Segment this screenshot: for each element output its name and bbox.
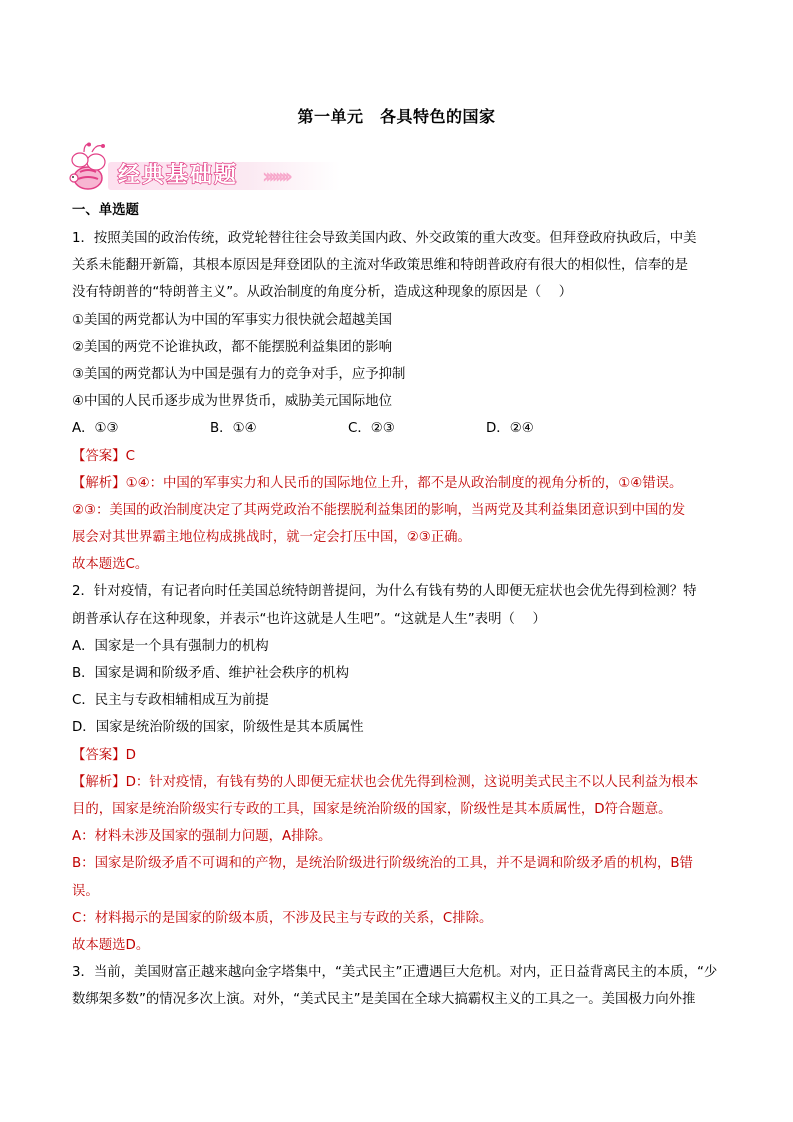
analysis-text: ①④：中国的军事实力和人民币的国际地位上升，都不是从政治制度的视角分析的，①④错误。 [125, 475, 683, 491]
q1-conclusion: 故本题选C。 [72, 557, 149, 573]
q2-stem-line: 朗普承认存在这种现象，并表示“也许这就是人生吧”。“这就是人生”表明（ ） [72, 611, 546, 627]
q1-option-b: B．①④ [210, 421, 257, 437]
answer-value: C [125, 448, 135, 464]
q2-analysis-line: B：国家是阶级矛盾不可调和的产物，是统治阶级进行阶级统治的工具，并不是调和阶级矛盾的机构，B错 [72, 856, 693, 872]
q2-stem-line: 2．针对疫情，有记者向时任美国总统特朗普提问，为什么有钱有势的人即便无症状也会优先得到检测？特 [72, 584, 697, 600]
q1-item: ③美国的两党都认为中国是强有力的竞争对手，应予抑制 [72, 366, 406, 382]
q2-analysis-line: C：材料揭示的是国家的阶级本质，不涉及民主与专政的关系，C排除。 [72, 910, 493, 926]
analysis-text: D：针对疫情，有钱有势的人即便无症状也会优先得到检测，这说明美式民主不以人民利益为根本 [125, 774, 699, 790]
answer-value: D [125, 747, 136, 763]
q1-stem-line: 1．按照美国的政治传统，政党轮替往往会导致美国内政、外交政策的重大改变。但拜登政府执政后，中美 [72, 231, 697, 246]
q1-item: ②美国的两党不论谁执政，都不能摆脱利益集团的影响 [72, 339, 392, 355]
q2-analysis-line: 误。 [72, 883, 99, 899]
q2-analysis-line: 目的，国家是统治阶级实行专政的工具，国家是统治阶级的国家，阶级性是其本质属性，D符合题意。 [72, 801, 672, 817]
answer-tag: 【答案】 [72, 747, 126, 763]
q2-conclusion: 故本题选D。 [72, 937, 150, 953]
q2-option-a: A．国家是一个具有强制力的机构 [72, 638, 269, 654]
q1-options [72, 415, 724, 442]
q1-item: ④中国的人民币逐步成为世界货币，威胁美元国际地位 [72, 394, 392, 410]
q1-option-c: C．②③ [348, 421, 395, 437]
answer-tag: 【答案】 [72, 448, 126, 464]
q2-option-c: C．民主与专政相辅相成互为前提 [72, 693, 269, 709]
q1-item: ①美国的两党都认为中国的军事实力很快就会超越美国 [72, 312, 392, 328]
section-banner [66, 142, 324, 198]
q1-analysis-line: ②③：美国的政治制度决定了其两党政治不能摆脱利益集团的影响，当两党及其利益集团意识到中国的发 [72, 502, 686, 518]
q1-answer [72, 443, 724, 470]
section-heading: 一、单选题 [72, 203, 139, 218]
q1-stem-line: 没有特朗普的“特朗普主义”。从政治制度的角度分析，造成这种现象的原因是（ ） [72, 285, 573, 301]
bee-icon [66, 142, 118, 198]
q1-option-a: A．①③ [72, 421, 119, 437]
page-title: 第一单元 各具特色的国家 [297, 107, 496, 126]
q1-analysis-line: 展会对其世界霸主地位构成挑战时，就一定会打压中国，②③正确。 [72, 530, 471, 546]
q2-option-b: B．国家是调和阶级矛盾、维护社会秩序的机构 [72, 666, 349, 681]
q2-answer [72, 742, 724, 769]
question-content [72, 200, 724, 1013]
q1-analysis-line [72, 470, 724, 497]
q3-stem-line: 数绑架多数”的情况多次上演。对外，“美式民主”是美国在全球大搞霸权主义的工具之一。美国极力向外推 [72, 992, 696, 1008]
q3-stem-line: 3．当前，美国财富正越来越向金字塔集中，“美式民主”正遭遇巨大危机。对内，正日益背离民主的本质，“少 [72, 965, 718, 981]
q2-analysis-line: A：材料未涉及国家的强制力问题，A排除。 [72, 829, 332, 845]
analysis-tag: 【解析】 [72, 774, 126, 790]
analysis-tag: 【解析】 [72, 475, 126, 491]
q1-stem-line: 关系未能翻开新篇，其根本原因是拜登团队的主流对华政策思维和特朗普政府有很大的相似性，信奉的是 [72, 258, 688, 274]
q2-option-d: D．国家是统治阶级的国家，阶级性是其本质属性 [72, 720, 364, 736]
banner-label: 经典基础题 [118, 163, 239, 188]
q2-analysis-line [72, 769, 724, 796]
q1-option-d: D．②④ [486, 421, 534, 437]
banner-chevrons: ›››››››› [262, 164, 288, 188]
